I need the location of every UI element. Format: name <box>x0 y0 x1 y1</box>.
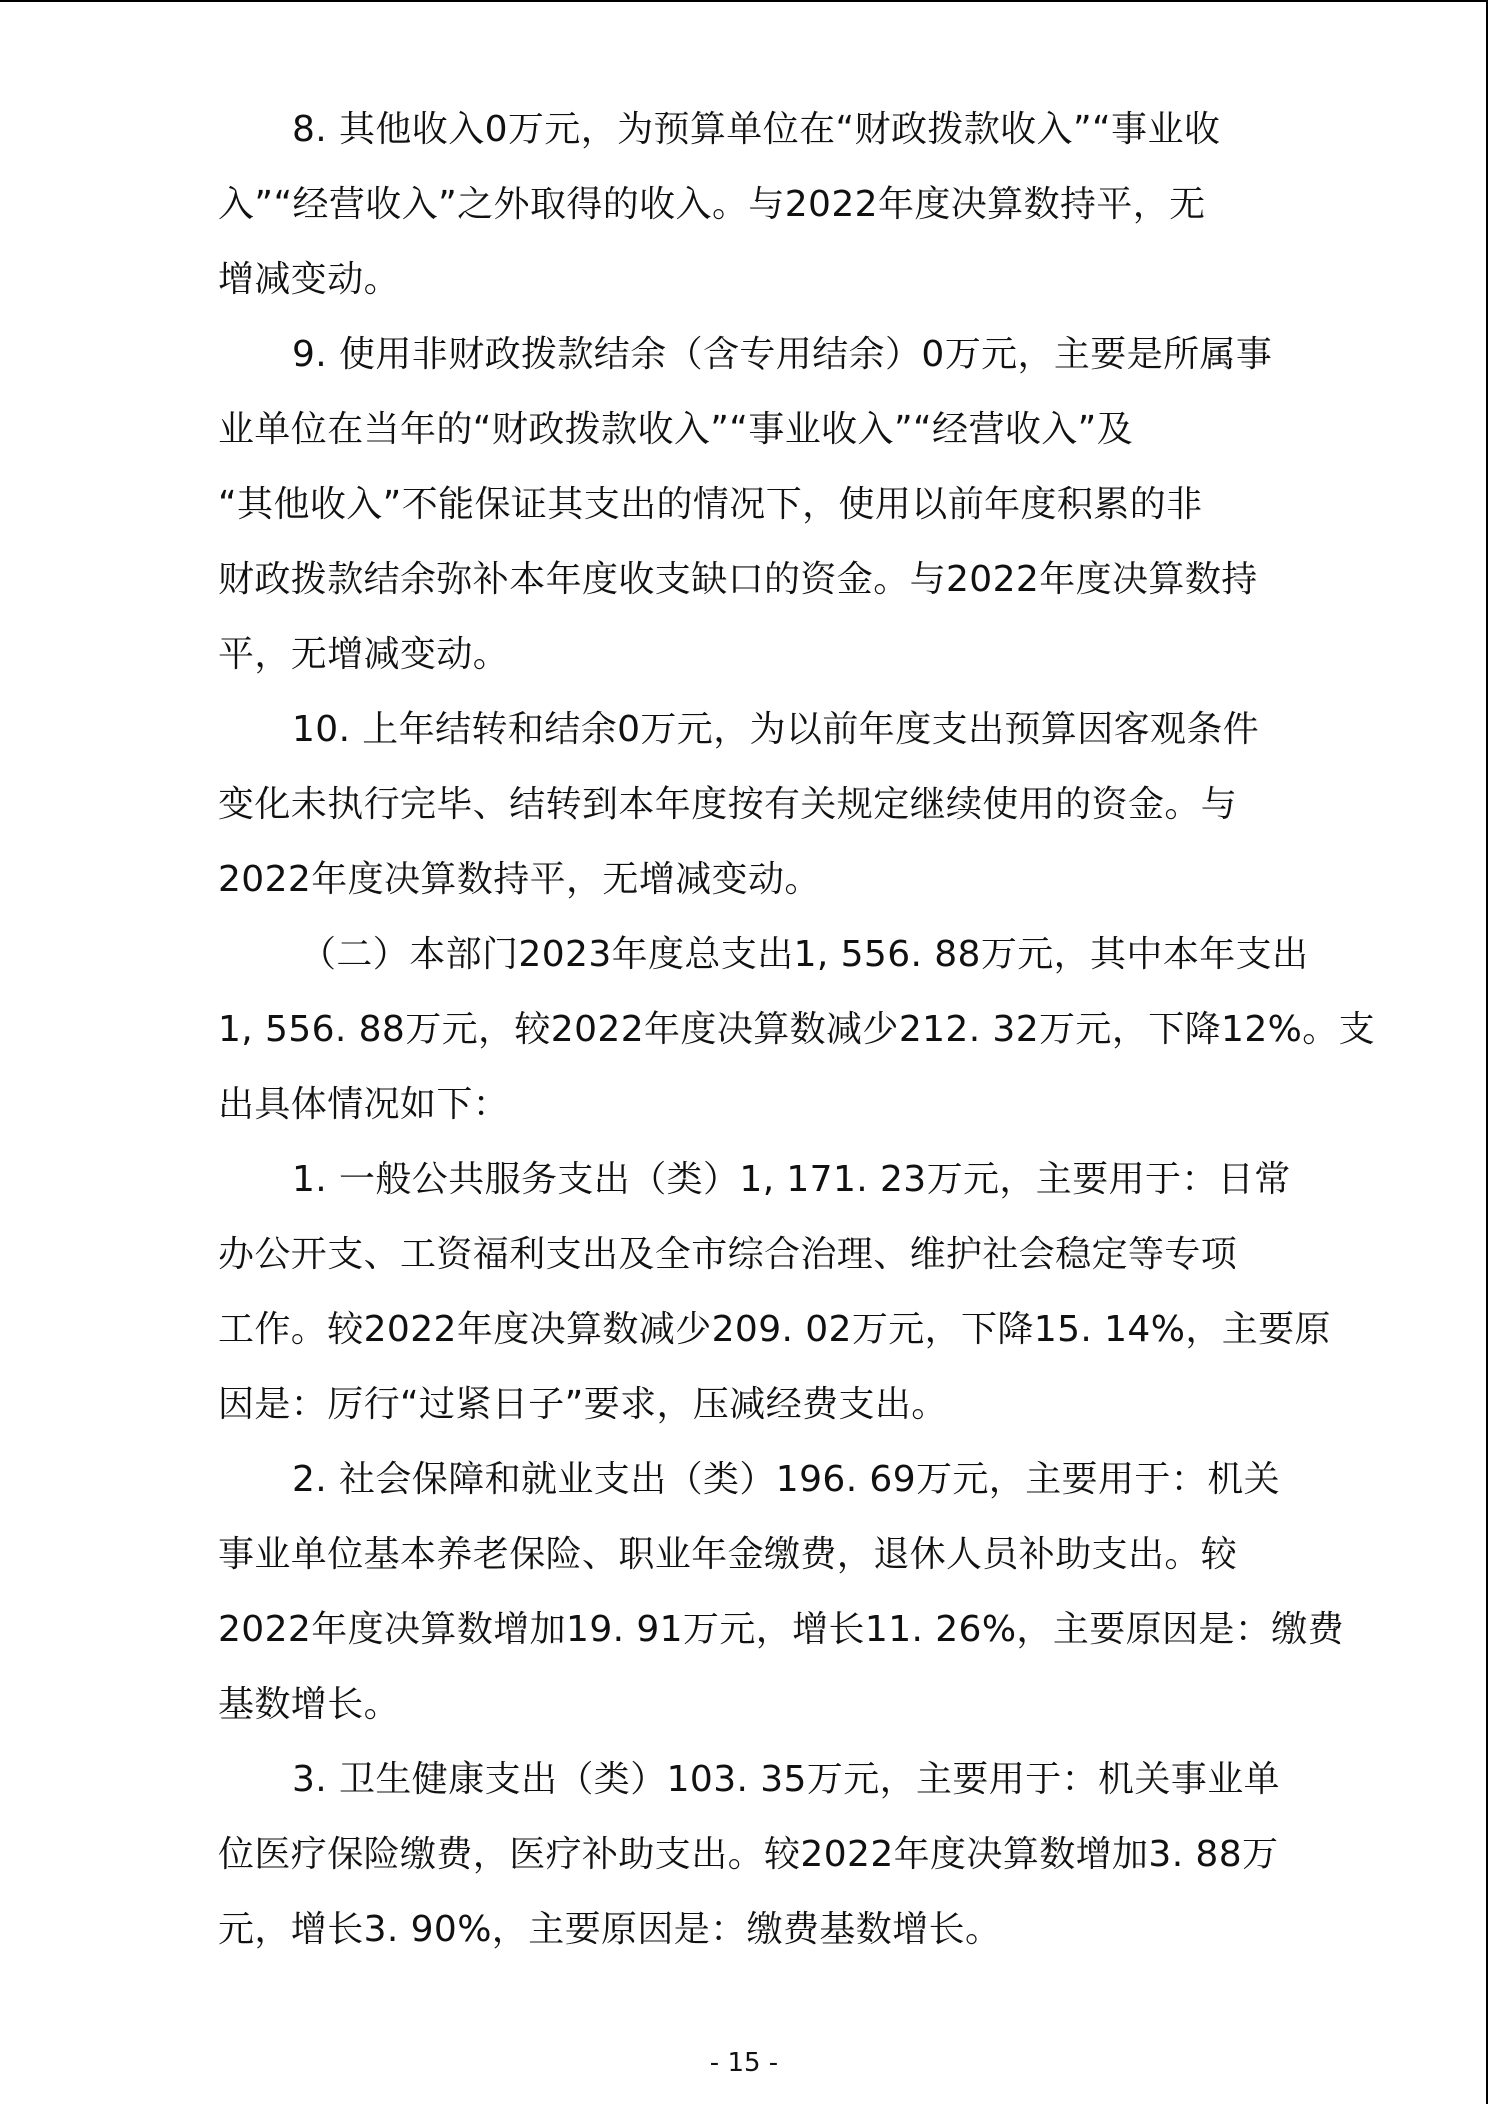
text-line: （二）本部门2023年度总支出1, 556. 88万元，其中本年支出 <box>300 934 1309 975</box>
text-line: 变化未执行完毕、结转到本年度按有关规定继续使用的资金。与 <box>218 784 1238 825</box>
text-line: 8. 其他收入0万元，为预算单位在“财政拨款收入”“事业收 <box>292 109 1221 150</box>
page-number: - 15 - <box>709 2048 779 2078</box>
text-line: “其他收入”不能保证其支出的情况下，使用以前年度积累的非 <box>218 484 1203 525</box>
text-line: 增减变动。 <box>218 259 401 300</box>
text-line: 位医疗保险缴费，医疗补助支出。较2022年度决算数增加3. 88万 <box>218 1834 1279 1875</box>
text-line: 3. 卫生健康支出（类）103. 35万元，主要用于：机关事业单 <box>292 1759 1280 1800</box>
text-line: 事业单位基本养老保险、职业年金缴费，退休人员补助支出。较 <box>218 1534 1238 1575</box>
text-line: 9. 使用非财政拨款结余（含专用结余）0万元，主要是所属事 <box>292 334 1273 375</box>
text-line: 因是：厉行“过紧日子”要求，压减经费支出。 <box>218 1384 948 1425</box>
text-line: 1. 一般公共服务支出（类）1, 171. 23万元，主要用于：日常 <box>292 1159 1291 1200</box>
text-line: 办公开支、工资福利支出及全市综合治理、维护社会稳定等专项 <box>218 1234 1238 1275</box>
text-line: 工作。较2022年度决算数减少209. 02万元，下降15. 14%，主要原 <box>218 1309 1331 1350</box>
text-line: 入”“经营收入”之外取得的收入。与2022年度决算数持平，无 <box>218 184 1206 225</box>
text-line: 2. 社会保障和就业支出（类）196. 69万元，主要用于：机关 <box>292 1459 1280 1500</box>
text-line: 元，增长3. 90%，主要原因是：缴费基数增长。 <box>218 1909 1002 1950</box>
text-line: 平，无增减变动。 <box>218 634 510 675</box>
text-line: 10. 上年结转和结余0万元，为以前年度支出预算因客观条件 <box>292 709 1260 750</box>
text-line: 2022年度决算数增加19. 91万元，增长11. 26%，主要原因是：缴费 <box>218 1609 1345 1650</box>
text-line: 财政拨款结余弥补本年度收支缺口的资金。与2022年度决算数持 <box>218 559 1258 600</box>
text-line: 基数增长。 <box>218 1684 401 1725</box>
text-line: 2022年度决算数持平，无增减变动。 <box>218 859 821 900</box>
text-line: 业单位在当年的“财政拨款收入”“事业收入”“经营收入”及 <box>218 409 1134 450</box>
text-line: 出具体情况如下： <box>218 1084 510 1125</box>
text-line: 1, 556. 88万元，较2022年度决算数减少212. 32万元，下降12%。支 <box>218 1009 1376 1050</box>
